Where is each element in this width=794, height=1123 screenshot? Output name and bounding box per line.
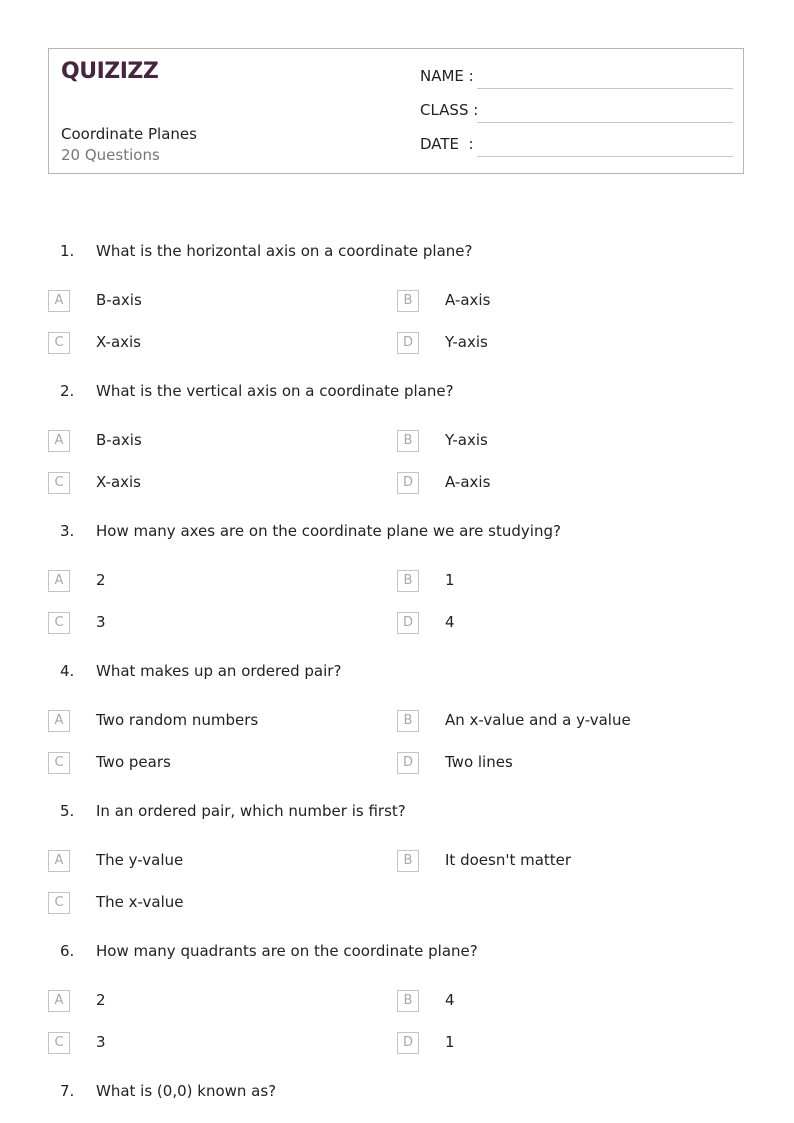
option-letter-box[interactable]: A <box>48 850 70 872</box>
question-number: 6. <box>60 942 75 960</box>
question-number: 4. <box>60 662 75 680</box>
question-number: 2. <box>60 382 75 400</box>
option-letter-box[interactable]: D <box>397 1032 419 1054</box>
option-text: 2 <box>96 571 106 589</box>
option-letter-box[interactable]: C <box>48 472 70 494</box>
date-label: DATE : <box>420 135 474 153</box>
class-line[interactable] <box>477 122 733 123</box>
question-number: 5. <box>60 802 75 820</box>
name-line[interactable] <box>477 88 733 89</box>
question-text: What is the vertical axis on a coordinate plane? <box>96 382 454 400</box>
option-letter-box[interactable]: A <box>48 570 70 592</box>
option-text: A-axis <box>445 473 491 491</box>
question-text: What makes up an ordered pair? <box>96 662 342 680</box>
quizizz-logo: QUIZIZZ <box>61 59 159 84</box>
question-text: How many quadrants are on the coordinate plane? <box>96 942 478 960</box>
option-text: Y-axis <box>445 431 488 449</box>
option-text: 2 <box>96 991 106 1009</box>
option-letter-box[interactable]: C <box>48 1032 70 1054</box>
option-letter-box[interactable]: D <box>397 332 419 354</box>
question-number: 7. <box>60 1082 75 1100</box>
option-letter-box[interactable]: B <box>397 290 419 312</box>
option-text: Two random numbers <box>96 711 259 729</box>
name-label: NAME : <box>420 67 474 85</box>
question-text: In an ordered pair, which number is first? <box>96 802 406 820</box>
question-number: 1. <box>60 242 75 260</box>
option-letter-box[interactable]: C <box>48 332 70 354</box>
option-letter-box[interactable]: A <box>48 290 70 312</box>
option-letter-box[interactable]: D <box>397 472 419 494</box>
worksheet-header <box>48 48 744 174</box>
option-text: 1 <box>445 571 455 589</box>
worksheet-title: Coordinate Planes <box>61 125 197 143</box>
option-text: X-axis <box>96 333 141 351</box>
class-field[interactable] <box>420 101 733 125</box>
question-text: What is the horizontal axis on a coordinate plane? <box>96 242 473 260</box>
option-letter-box[interactable]: B <box>397 710 419 732</box>
date-line[interactable] <box>477 156 733 157</box>
option-letter-box[interactable]: A <box>48 430 70 452</box>
option-letter-box[interactable]: B <box>397 850 419 872</box>
option-text: 4 <box>445 613 455 631</box>
option-letter-box[interactable]: B <box>397 430 419 452</box>
option-letter-box[interactable]: C <box>48 752 70 774</box>
option-text: The x-value <box>96 893 184 911</box>
option-letter-box[interactable]: B <box>397 570 419 592</box>
option-letter-box[interactable]: D <box>397 752 419 774</box>
question-number: 3. <box>60 522 75 540</box>
question-text: How many axes are on the coordinate plane we are studying? <box>96 522 561 540</box>
option-letter-box[interactable]: C <box>48 612 70 634</box>
option-letter-box[interactable]: D <box>397 612 419 634</box>
option-text: 3 <box>96 1033 106 1051</box>
option-text: Two pears <box>96 753 171 771</box>
option-text: 4 <box>445 991 455 1009</box>
option-letter-box[interactable]: C <box>48 892 70 914</box>
option-text: X-axis <box>96 473 141 491</box>
option-text: It doesn't matter <box>445 851 572 869</box>
option-letter-box[interactable]: A <box>48 710 70 732</box>
question-text: What is (0,0) known as? <box>96 1082 277 1100</box>
option-text: Y-axis <box>445 333 488 351</box>
option-text: A-axis <box>445 291 491 309</box>
option-text: An x-value and a y-value <box>445 711 631 729</box>
date-field[interactable] <box>420 135 733 159</box>
class-label: CLASS : <box>420 101 479 119</box>
option-text: 3 <box>96 613 106 631</box>
option-text: The y-value <box>96 851 184 869</box>
option-letter-box[interactable]: A <box>48 990 70 1012</box>
question-count: 20 Questions <box>61 146 160 164</box>
option-text: B-axis <box>96 291 142 309</box>
option-text: Two lines <box>445 753 513 771</box>
name-field[interactable] <box>420 67 733 91</box>
option-text: B-axis <box>96 431 142 449</box>
option-letter-box[interactable]: B <box>397 990 419 1012</box>
option-text: 1 <box>445 1033 455 1051</box>
